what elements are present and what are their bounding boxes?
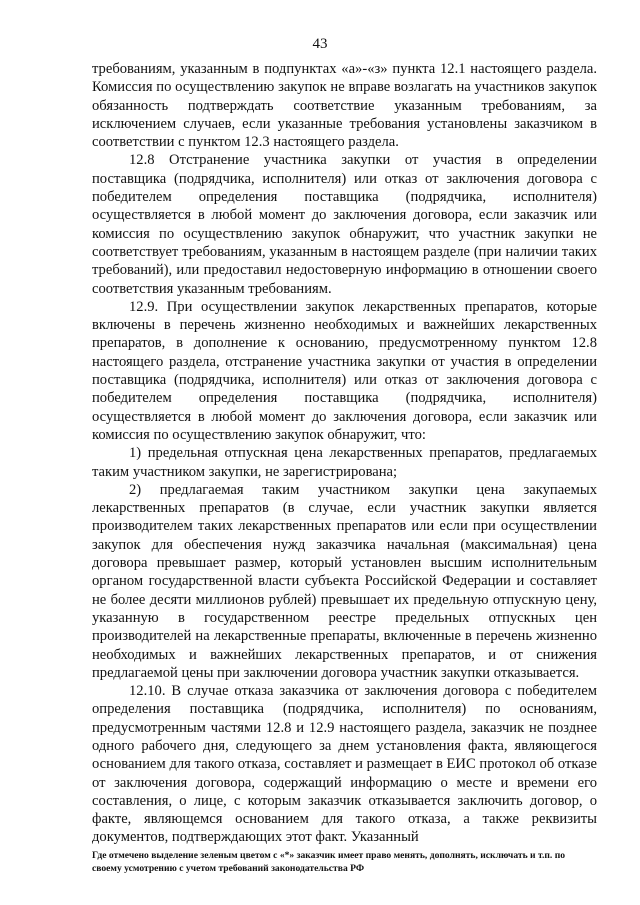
footer-note: Где отмечено выделение зеленым цветом с «*» заказчик имеет право менять, дополнять, исключать и т.п. по своему усмотрению с учетом требований законодательства РФ (92, 850, 566, 874)
page-number: 43 (312, 36, 328, 52)
paragraph-12-9: 12.9. При осуществлении закупок лекарственных препаратов, которые включены в перечень жизненно необходимых и важнейших лекарственных препаратов, в дополнение к основанию, предусмотренному пунктом 12.8 настоящего раздела, отстранение участника закупки от участия в определении поставщика (подрядчика, исполнителя) или отказ от заключения договора с победителем определения поставщика (подрядчика, исполнителя) осуществляется в любой момент до заключения договора, если заказчик или комиссия по осуществлению закупок обнаружит, что: (92, 298, 597, 443)
paragraph-continuation: требованиям, указанным в подпунктах «а»-«з» пункта 12.1 настоящего раздела. Комиссия по осуществлению закупок не вправе возлагать на участников закупок обязанность подтверждать соответствие указанным требованиям, за исключением случаев, если указанные требования установлены заказчиком в соответствии с пунктом 12.3 настоящего раздела. (92, 61, 597, 151)
document-body (92, 60, 597, 847)
paragraph-12-8: 12.8 Отстранение участника закупки от участия в определении поставщика (подрядчика, исполнителя) или отказ от заключения договора с победителем определения поставщика (подрядчика, исполнителя) осуществляется в любой момент до заключения договора, если заказчик или комиссия по осуществлению закупок обнаружит, что участник закупки не соответствует требованиям, указанным в настоящем разделе (при наличии таких требований), или предоставил недостоверную информацию в отношении своего соответствия указанным требованиям. (92, 152, 597, 297)
paragraph-12-10: 12.10. В случае отказа заказчика от заключения договора с победителем определения поставщика (подрядчика, исполнителя) по основаниям, предусмотренным частями 12.8 и 12.9 настоящего раздела, заказчик не позднее одного рабочего дня, следующего за днем установления факта, являющегося основанием для такого отказа, составляет и размещает в ЕИС протокол об отказе от заключения договора, содержащий информацию о месте и времени его составления, о лице, с которым заказчик отказывается заключить договор, о факте, являющемся основанием для такого отказа, а также реквизиты документов, подтверждающих этот факт. Указанный (92, 683, 597, 846)
list-item-1: 1) предельная отпускная цена лекарственных препаратов, предлагаемых таким участником закупки, не зарегистрирована; (92, 445, 597, 480)
list-item-2: 2) предлагаемая таким участником закупки цена закупаемых лекарственных препаратов (в случае, если участник закупки является производителем таких лекарственных препаратов или если при осуществлении закупок для обеспечения нужд заказчика начальная (максимальная) цена договора превышает размер, который установлен высшим исполнительным органом государственной власти субъекта Российской Федерации и составляет не более десяти миллионов рублей) превышает их предельную отпускную цену, указанную в государственном реестре предельных отпускных цен производителей на лекарственные препараты, включенные в перечень жизненно необходимых и важнейших лекарственных препаратов, и от снижения предлагаемой цены при заключении договора участник закупки отказывается. (92, 481, 597, 681)
